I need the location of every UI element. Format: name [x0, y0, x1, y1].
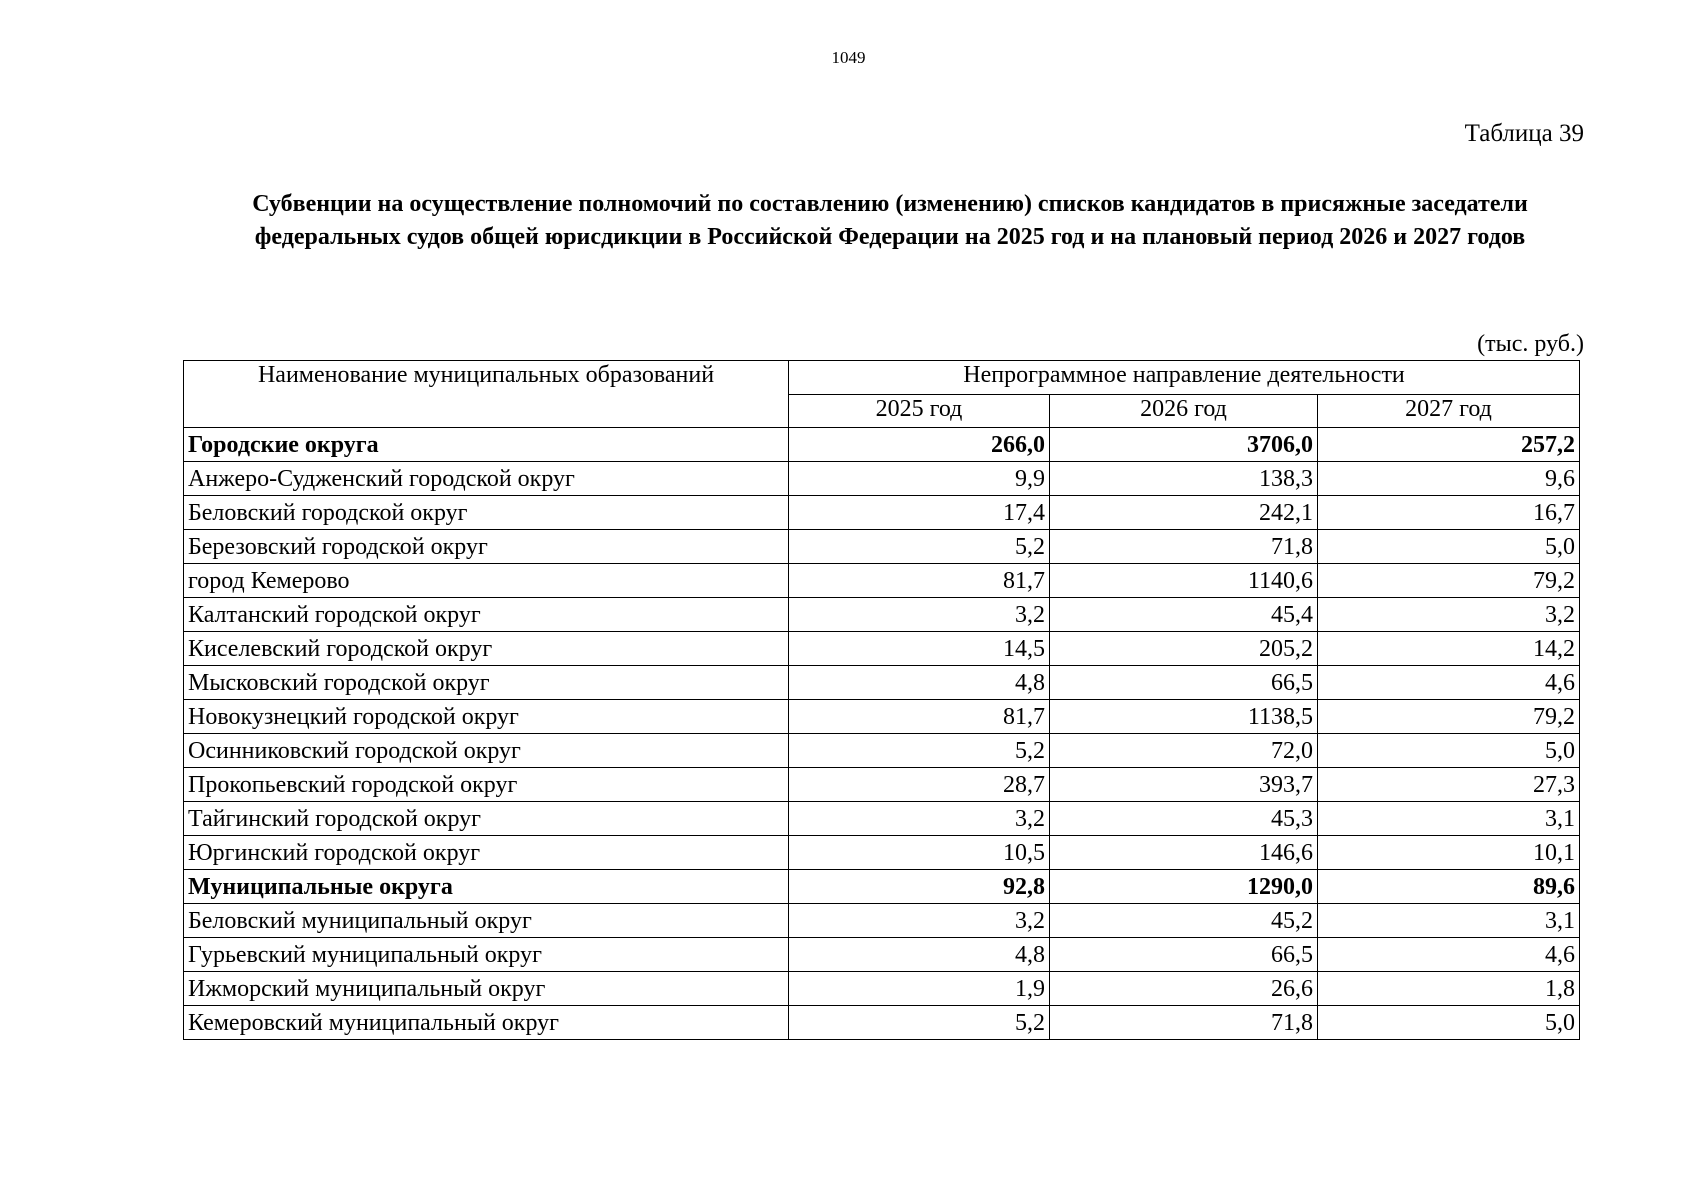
value-2026-cell: 71,8	[1050, 1006, 1318, 1040]
value-2026-cell: 1138,5	[1050, 700, 1318, 734]
value-2027-cell: 3,1	[1318, 904, 1580, 938]
row-name-cell: Беловский муниципальный округ	[184, 904, 789, 938]
value-2025-cell: 4,8	[789, 666, 1050, 700]
table-row	[184, 972, 1580, 1006]
table-body	[184, 428, 1580, 1040]
value-2027-cell: 5,0	[1318, 1006, 1580, 1040]
table-group-row	[184, 428, 1580, 462]
row-name-cell: Киселевский городской округ	[184, 632, 789, 666]
value-2026-cell: 1290,0	[1050, 870, 1318, 904]
value-2025-cell: 28,7	[789, 768, 1050, 802]
row-name-cell: Осинниковский городской округ	[184, 734, 789, 768]
value-2026-cell: 146,6	[1050, 836, 1318, 870]
value-2026-cell: 72,0	[1050, 734, 1318, 768]
value-2025-cell: 3,2	[789, 598, 1050, 632]
row-name-cell: Ижморский муниципальный округ	[184, 972, 789, 1006]
value-2027-cell: 4,6	[1318, 666, 1580, 700]
value-2027-cell: 10,1	[1318, 836, 1580, 870]
table-row	[184, 836, 1580, 870]
units-label: (тыс. руб.)	[1477, 331, 1584, 357]
value-2025-cell: 266,0	[789, 428, 1050, 462]
value-2025-cell: 4,8	[789, 938, 1050, 972]
value-2025-cell: 14,5	[789, 632, 1050, 666]
table-group-row	[184, 870, 1580, 904]
value-2027-cell: 14,2	[1318, 632, 1580, 666]
row-name-cell: город Кемерово	[184, 564, 789, 598]
column-header-2025: 2025 год	[789, 395, 1050, 428]
value-2025-cell: 92,8	[789, 870, 1050, 904]
table-row	[184, 700, 1580, 734]
row-name-cell: Березовский городской округ	[184, 530, 789, 564]
row-name-cell: Гурьевский муниципальный округ	[184, 938, 789, 972]
table-row	[184, 1006, 1580, 1040]
value-2027-cell: 4,6	[1318, 938, 1580, 972]
table-label: Таблица 39	[1464, 120, 1584, 147]
table-row	[184, 666, 1580, 700]
value-2027-cell: 79,2	[1318, 564, 1580, 598]
value-2027-cell: 5,0	[1318, 734, 1580, 768]
value-2026-cell: 205,2	[1050, 632, 1318, 666]
value-2026-cell: 66,5	[1050, 666, 1318, 700]
table-row	[184, 768, 1580, 802]
value-2027-cell: 3,2	[1318, 598, 1580, 632]
value-2025-cell: 9,9	[789, 462, 1050, 496]
value-2025-cell: 5,2	[789, 530, 1050, 564]
column-header-2026: 2026 год	[1050, 395, 1318, 428]
table-row	[184, 462, 1580, 496]
row-name-cell: Анжеро-Судженский городской округ	[184, 462, 789, 496]
row-name-cell: Муниципальные округа	[184, 870, 789, 904]
table-row	[184, 734, 1580, 768]
value-2027-cell: 27,3	[1318, 768, 1580, 802]
value-2026-cell: 66,5	[1050, 938, 1318, 972]
row-name-cell: Тайгинский городской округ	[184, 802, 789, 836]
row-name-cell: Прокопьевский городской округ	[184, 768, 789, 802]
table-row	[184, 632, 1580, 666]
value-2025-cell: 3,2	[789, 904, 1050, 938]
value-2025-cell: 81,7	[789, 700, 1050, 734]
value-2025-cell: 3,2	[789, 802, 1050, 836]
value-2026-cell: 393,7	[1050, 768, 1318, 802]
value-2027-cell: 257,2	[1318, 428, 1580, 462]
row-name-cell: Кемеровский муниципальный округ	[184, 1006, 789, 1040]
row-name-cell: Калтанский городской округ	[184, 598, 789, 632]
budget-table	[183, 360, 1580, 1040]
value-2025-cell: 81,7	[789, 564, 1050, 598]
table-row	[184, 564, 1580, 598]
column-header-2027: 2027 год	[1318, 395, 1580, 428]
value-2026-cell: 45,3	[1050, 802, 1318, 836]
value-2026-cell: 1140,6	[1050, 564, 1318, 598]
table-row	[184, 496, 1580, 530]
table-row	[184, 938, 1580, 972]
row-name-cell: Городские округа	[184, 428, 789, 462]
value-2026-cell: 45,4	[1050, 598, 1318, 632]
value-2025-cell: 5,2	[789, 1006, 1050, 1040]
column-header-name: Наименование муниципальных образований	[184, 361, 789, 428]
table-row	[184, 904, 1580, 938]
value-2027-cell: 89,6	[1318, 870, 1580, 904]
page-number: 1049	[831, 48, 866, 67]
value-2027-cell: 79,2	[1318, 700, 1580, 734]
document-title: Субвенции на осуществление полномочий по составлению (изменению) списков кандидатов в присяжные заседатели федеральных судов общей юрисдикции в Российской Федерации на 2025 год и на плановый период 2026 и 2027 годов	[252, 191, 1528, 250]
value-2025-cell: 10,5	[789, 836, 1050, 870]
value-2027-cell: 5,0	[1318, 530, 1580, 564]
value-2027-cell: 3,1	[1318, 802, 1580, 836]
table-row	[184, 530, 1580, 564]
value-2026-cell: 26,6	[1050, 972, 1318, 1006]
value-2026-cell: 138,3	[1050, 462, 1318, 496]
value-2026-cell: 242,1	[1050, 496, 1318, 530]
table-row	[184, 802, 1580, 836]
header-row	[184, 361, 1580, 395]
value-2025-cell: 1,9	[789, 972, 1050, 1006]
column-header-group: Непрограммное направление деятельности	[789, 361, 1580, 395]
row-name-cell: Новокузнецкий городской округ	[184, 700, 789, 734]
value-2025-cell: 17,4	[789, 496, 1050, 530]
value-2025-cell: 5,2	[789, 734, 1050, 768]
row-name-cell: Юргинский городской округ	[184, 836, 789, 870]
value-2027-cell: 16,7	[1318, 496, 1580, 530]
row-name-cell: Мысковский городской округ	[184, 666, 789, 700]
value-2026-cell: 3706,0	[1050, 428, 1318, 462]
value-2027-cell: 9,6	[1318, 462, 1580, 496]
table-row	[184, 598, 1580, 632]
value-2026-cell: 45,2	[1050, 904, 1318, 938]
row-name-cell: Беловский городской округ	[184, 496, 789, 530]
value-2026-cell: 71,8	[1050, 530, 1318, 564]
value-2027-cell: 1,8	[1318, 972, 1580, 1006]
